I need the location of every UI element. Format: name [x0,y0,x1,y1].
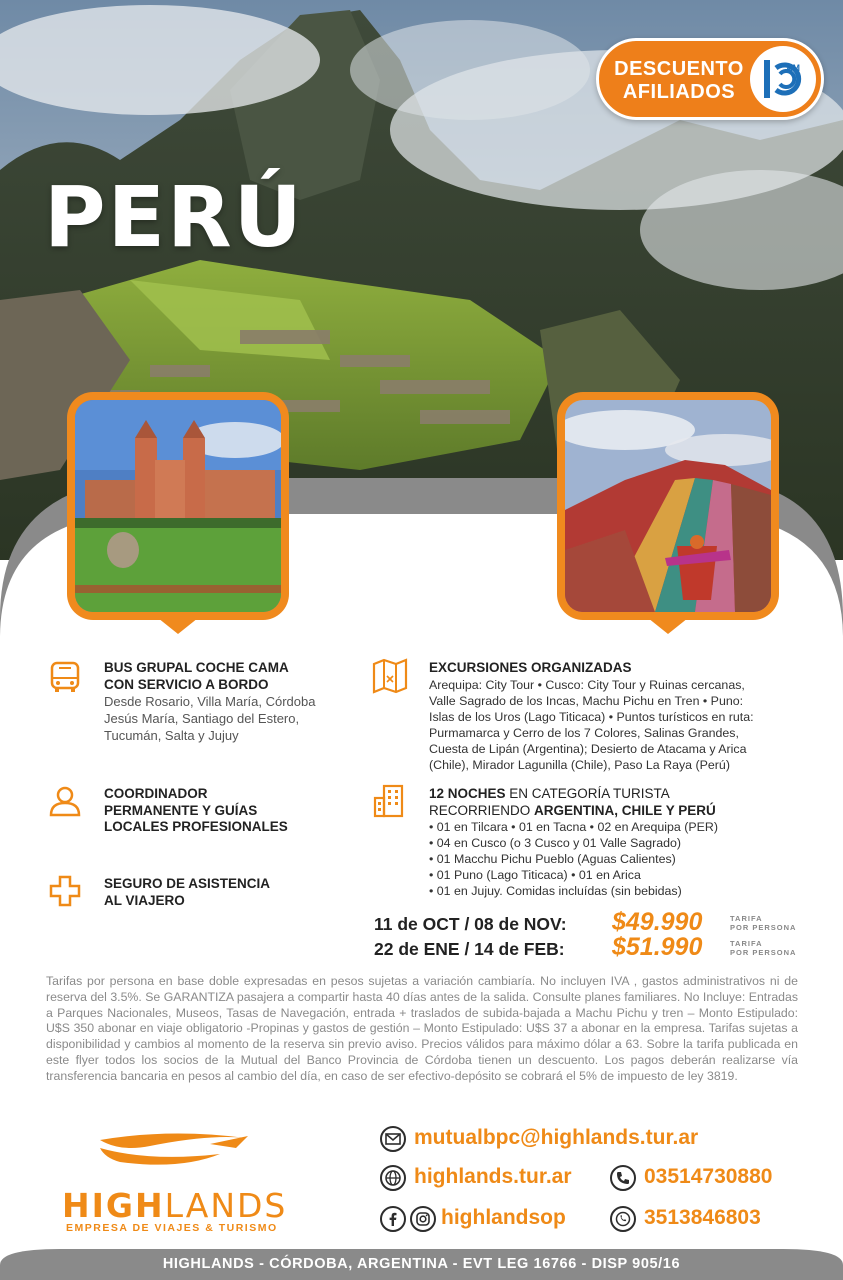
globe-icon [380,1165,406,1191]
logo-name [62,1186,287,1225]
nights-line: • 04 en Cusco (o 3 Cusco y 01 Valle Sagrado) [429,836,682,850]
nights-line: • 01 Puno (Lago Titicaca) • 01 en Arica [429,868,641,882]
excursions-line: Islas de los Uros (Lago Titicaca) • Puntos turísticos en ruta: [429,709,754,724]
frame-pointer [648,618,688,634]
facebook-icon[interactable] [380,1206,406,1232]
price-amount: $49.990 [612,908,703,936]
phone-icon [610,1165,636,1191]
bus-body-line-1: Desde Rosario, Villa María, Córdoba [104,694,316,709]
cusco-cathedral-photo [75,400,281,612]
rainbow-mountain-photo-frame [557,392,779,620]
logo-name-light: LANDS [164,1186,288,1225]
mutual-logo-icon [750,46,816,112]
instagram-icon[interactable] [410,1206,436,1232]
whatsapp-text[interactable]: 3513846803 [644,1206,761,1229]
nights-title [429,786,829,803]
nights-title-rest: EN CATEGORÍA TURISTA [505,786,670,801]
price-note [730,914,796,932]
excursions-line: Arequipa: City Tour • Cusco: City Tour y Ruinas cercanas, [429,677,745,692]
price-row [374,935,814,963]
destination-title: PERÚ [44,168,304,266]
bus-body-line-2: Jesús María, Santiago del Estero, [104,711,300,726]
nights-line: • 01 Macchu Pichu Pueblo (Aguas Calientes) [429,852,676,866]
bus-title-line-2: CON SERVICIO A BORDO [104,676,269,692]
nights-title-bold: 12 NOCHES [429,786,506,801]
price-row [374,910,814,938]
excursions-title: EXCURSIONES ORGANIZADAS [429,660,632,675]
phone-text[interactable]: 03514730880 [644,1165,773,1188]
cusco-photo-frame [67,392,289,620]
terms-and-conditions: Tarifas por persona en base doble expresadas en pesos sujetas a variación cambiaría. No incluyen IVA , gastos administrativos ni de reserva del 3.5%. Se GARANTIZA pasajera a compartir hasta 40 días antes de la salida. Consulte planes familiares. No Incluye: Entradas a Parques Nacionales, Museos, Tasas de Navegación, entrada + traslados de subida-bajada a Machu Pichu y tren – Monto Estipulado: U$S 350 abonar en viaje obligatorio -Propinas y gastos de gestión – Monto Estipulado: U$S 37 a abonar en la empresa. Tarifas sujetas a disponibilidad y cambios al momento de la reserva sin previo aviso. Precios válidos para máximo dólar a 63. Sobre la tarifa publicada en este flyer todos los socios de la Mutual del Banco Provincia de Córdoba tienen un descuento. Los pagos deberán realizarse vía transferencia bancaria en pesos al cambio del día, en caso de ser efectivo-depósito se cobrará el 5% de impuesto de ley 3819. [46,974,798,1083]
nights-subtitle [429,803,829,820]
nights-line: • 01 en Tilcara • 01 en Tacna • 02 en Arequipa (PER) [429,820,718,834]
bus-body-line-3: Tucumán, Salta y Jujuy [104,728,239,743]
price-dates: 22 de ENE / 14 de FEB: [374,939,565,959]
frame-pointer [158,618,198,634]
insurance-title-line-1: SEGURO DE ASISTENCIA [104,876,271,891]
price-dates: 11 de OCT / 08 de NOV: [374,914,567,934]
footer-text: HIGHLANDS - CÓRDOBA, ARGENTINA - EVT LEG 16766 - DISP 905/16 [162,1256,681,1272]
coordinator-title-line-3: LOCALES PROFESIONALES [104,819,288,834]
cross-icon [48,874,82,908]
nights-subtitle-bold: ARGENTINA, CHILE Y PERÚ [534,802,716,818]
price-note-line-2: POR PERSONA [730,948,797,957]
excursions-line: (Chile), Mirador Lagunilla (Chile), Paso La Raya (Perú) [429,757,730,772]
logo-subtitle: EMPRESA DE VIAJES & TURISMO [66,1222,278,1234]
mail-icon [380,1126,406,1152]
excursions-line: Cuesta de Lipán (Argentina); Desierto de Atacama y Arica [429,741,747,756]
coordinator-title-line-2: PERMANENTE Y GUÍAS [104,802,258,818]
price-note-line-1: TARIFA [730,914,763,923]
footer-bar [0,1247,843,1280]
highlands-logo [60,1126,290,1236]
badge-line-1: DESCUENTO [614,58,744,80]
excursions-line: Valle Sagrado de los Incas, Machu Pichu en Tren • Puno: [429,693,744,708]
excursions-line: Purmamarca y Cerro de los 7 Colores, Salinas Grandes, [429,725,739,740]
bus-title-line-1: BUS GRUPAL COCHE CAMA [104,660,289,675]
building-icon [372,784,406,818]
swoosh-icon [60,1126,290,1186]
whatsapp-icon [610,1206,636,1232]
discount-badge [596,38,824,120]
social-handle-text[interactable]: highlandsop [441,1206,566,1229]
price-note [730,939,796,957]
price-note-line-1: TARIFA [730,939,763,948]
rainbow-mountain-photo [565,400,771,612]
price-amount: $51.990 [612,933,703,961]
logo-name-bold: HIGH [62,1186,165,1225]
badge-line-2: AFILIADOS [622,81,736,103]
map-icon [372,658,406,692]
person-icon [48,784,82,818]
badge-label [613,58,745,104]
nights-line: • 01 en Jujuy. Comidas incluídas (sin bebidas) [429,884,682,898]
coordinator-title-line-1: COORDINADOR [104,786,208,801]
bus-icon [48,660,82,694]
svg-text:AM: AM [786,63,800,73]
nights-subtitle-normal: RECORRIENDO [429,802,535,818]
insurance-title-line-2: AL VIAJERO [104,892,185,908]
website-text[interactable]: highlands.tur.ar [414,1165,572,1188]
price-note-line-2: POR PERSONA [730,923,797,932]
email-text[interactable]: mutualbpc@highlands.tur.ar [414,1126,699,1149]
